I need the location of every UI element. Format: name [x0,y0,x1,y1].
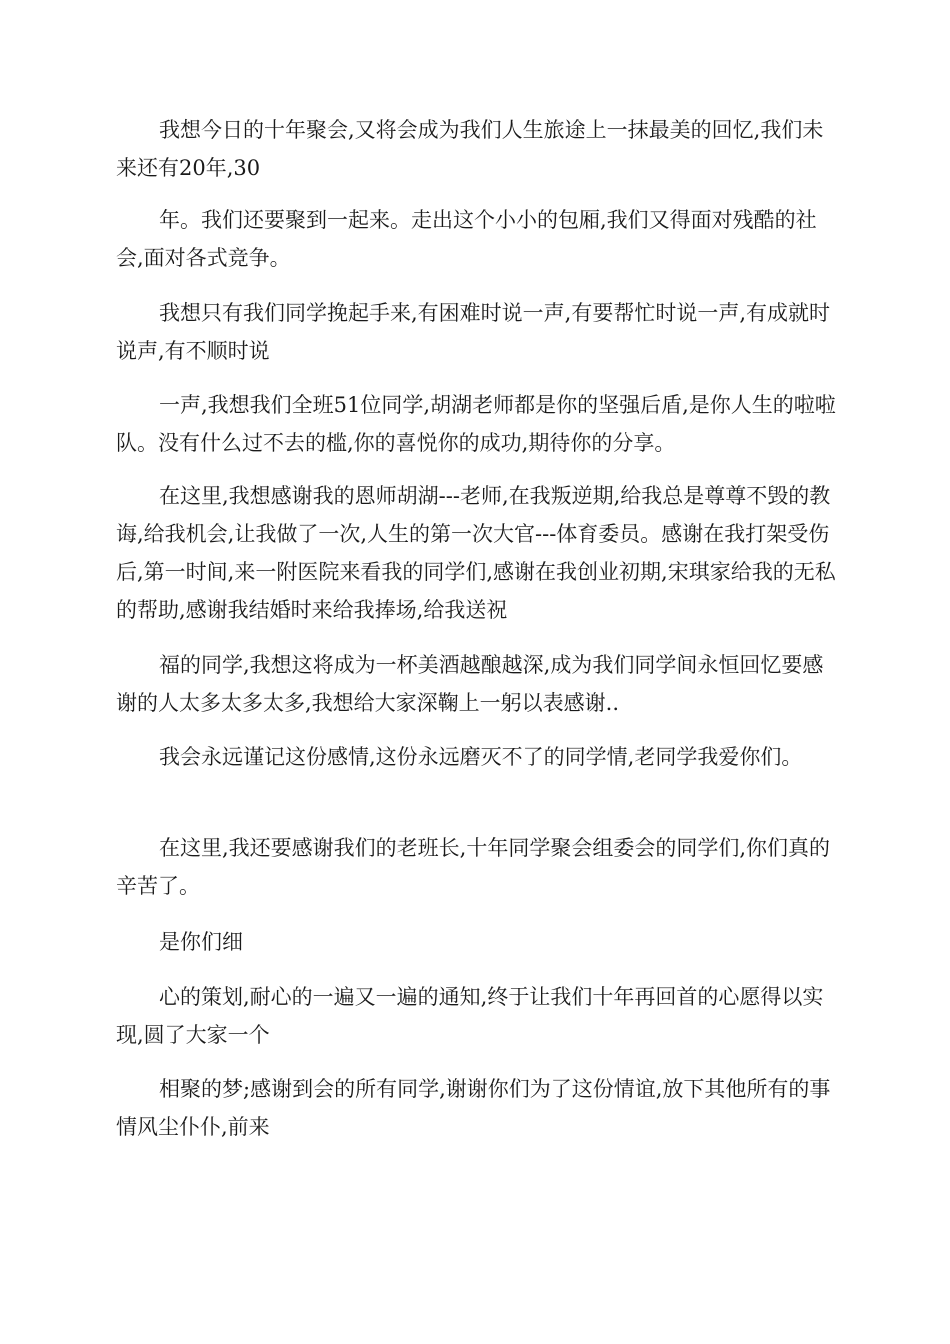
paragraph-2: 年。我们还要聚到一起来。走出这个小小的包厢,我们又得面对残酷的社会,面对各式竞争。 [116,208,817,270]
paragraph-6: 福的同学,我想这将成为一杯美酒越酿越深,成为我们同学间永恒回忆要感谢的人太多太多太多,我想给大家深鞠上一躬以表感谢.. [116,653,824,715]
paragraph-9: 是你们细 [159,930,243,954]
paragraph-3: 我想只有我们同学挽起手来,有困难时说一声,有要帮忙时说一声,有成就时说声,有不顺时说 [116,301,831,363]
paragraph-11: 相聚的梦;感谢到会的所有同学,谢谢你们为了这份情谊,放下其他所有的事情风尘仆仆,前来 [116,1077,831,1139]
paragraph-7: 我会永远谨记这份感情,这份永远磨灭不了的同学情,老同学我爱你们。 [159,745,803,769]
paragraph-1: 我想今日的十年聚会,又将会成为我们人生旅途上一抹最美的回忆,我们未来还有20年,30 [116,118,824,180]
paragraph-5: 在这里,我想感谢我的恩师胡湖---老师,在我叛逆期,给我总是尊尊不毁的教诲,给我机会,让我做了一次,人生的第一次大官---体育委员。感谢在我打架受伤后,第一时间,来一附医院来看我的同学们,感谢在我创业初期,宋琪家给我的无私的帮助,感谢我结婚时来给我捧场,给我送祝 [116,484,836,622]
paragraph-8: 在这里,我还要感谢我们的老班长,十年同学聚会组委会的同学们,你们真的辛苦了。 [116,836,831,898]
paragraph-10: 心的策划,耐心的一遍又一遍的通知,终于让我们十年再回首的心愿得以实现,圆了大家一个 [116,985,824,1047]
paragraph-4: 一声,我想我们全班51位同学,胡湖老师都是你的坚强后盾,是你人生的啦啦队。没有什么过不去的槛,你的喜悦你的成功,期待你的分享。 [116,393,836,455]
